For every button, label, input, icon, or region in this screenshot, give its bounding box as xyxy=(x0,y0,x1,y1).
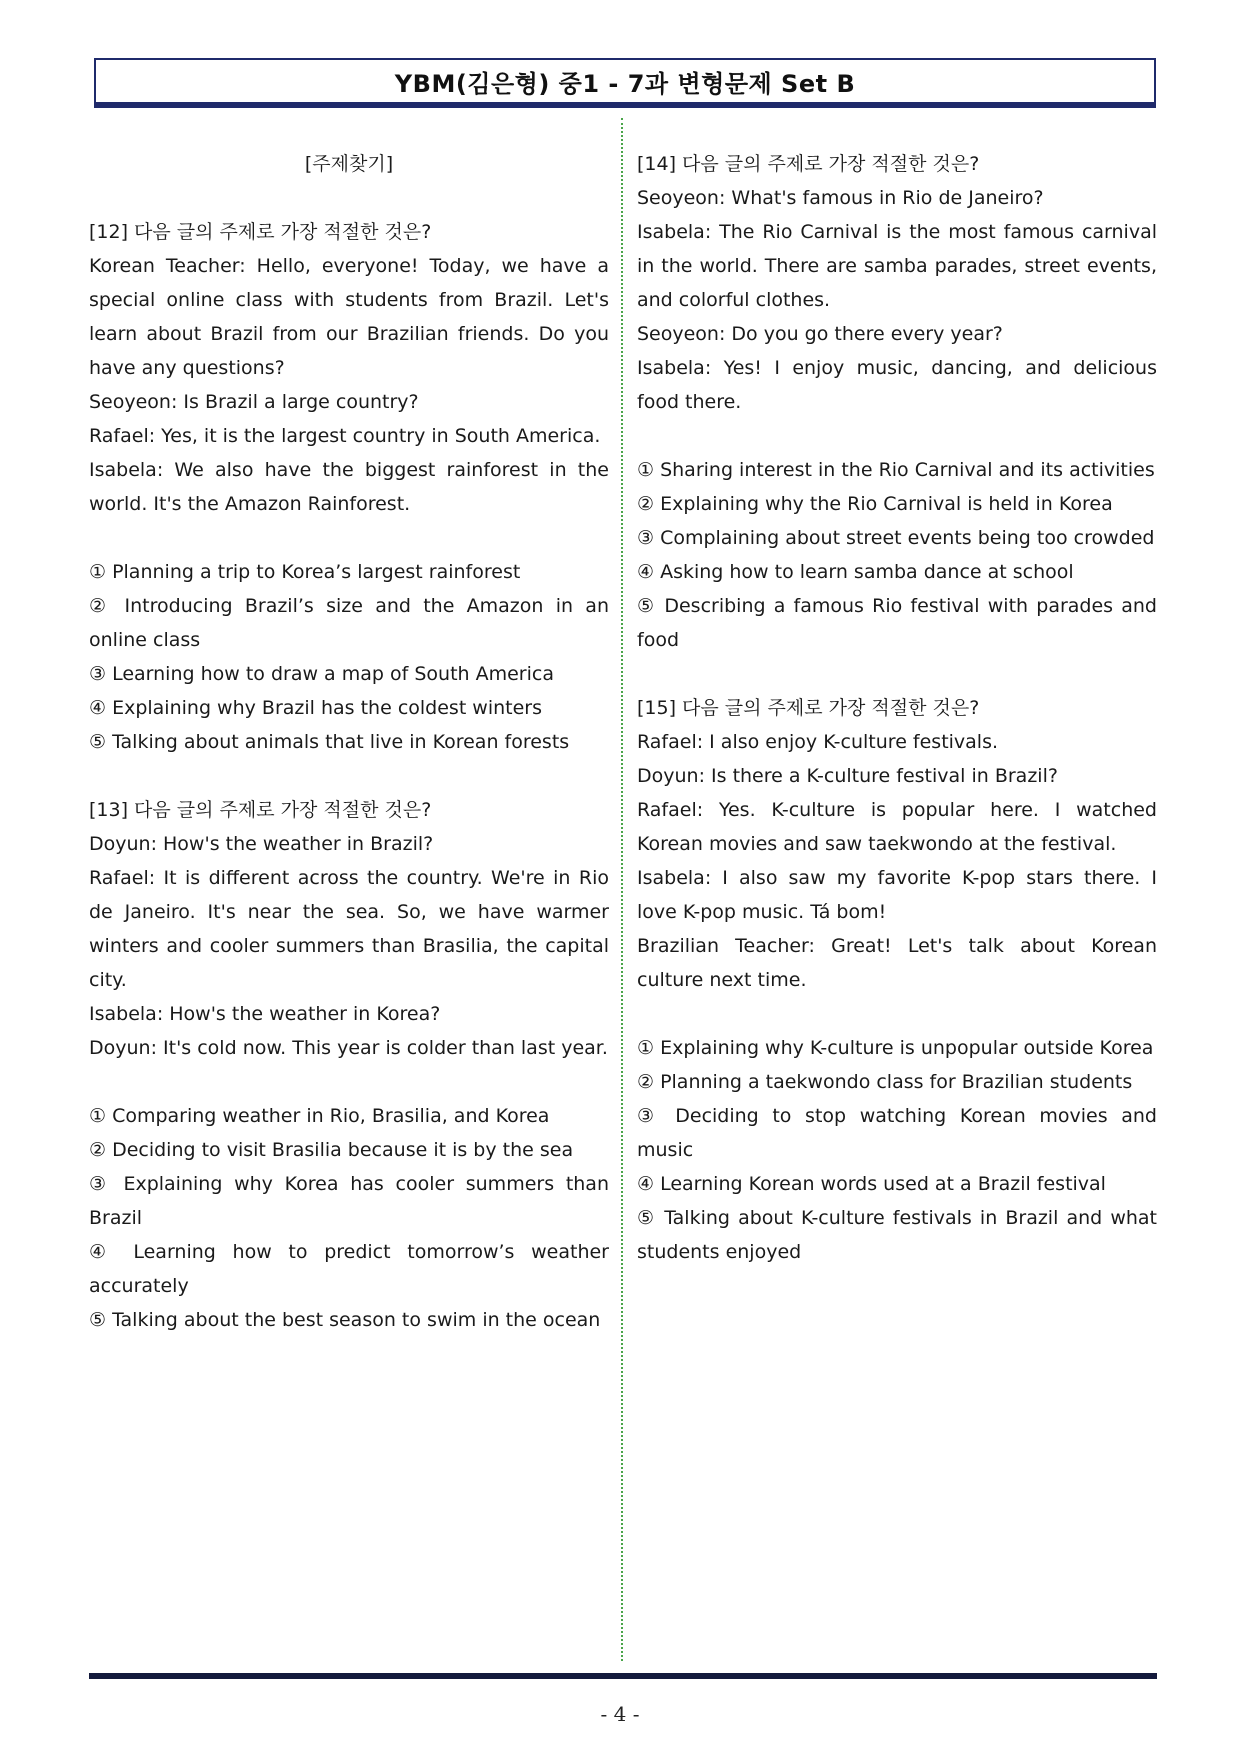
question-heading: [15] 다음 글의 주제로 가장 적절한 것은? xyxy=(637,697,980,719)
option: ③ Deciding to stop watching Korean movies and music xyxy=(637,1105,1157,1161)
dialogue-line: Doyun: Is there a K-culture festival in Brazil? xyxy=(637,765,1058,787)
question-12 xyxy=(89,215,609,759)
left-column xyxy=(89,147,609,1337)
question-13 xyxy=(89,793,609,1337)
column-divider xyxy=(621,118,623,1661)
option: ① Comparing weather in Rio, Brasilia, and Korea xyxy=(89,1105,550,1127)
spacer xyxy=(637,997,1157,1031)
question-14 xyxy=(637,147,1157,657)
option: ① Planning a trip to Korea’s largest rainforest xyxy=(89,561,521,583)
option: ③ Learning how to draw a map of South America xyxy=(89,663,554,685)
dialogue-line: Isabela: We also have the biggest rainforest in the world. It's the Amazon Rainforest. xyxy=(89,459,609,515)
dialogue-line: Seoyeon: What's famous in Rio de Janeiro? xyxy=(637,187,1044,209)
option: ② Introducing Brazil’s size and the Amazon in an online class xyxy=(89,595,609,651)
page-number: - 4 - xyxy=(600,1702,640,1726)
option: ④ Asking how to learn samba dance at school xyxy=(637,561,1074,583)
option: ⑤ Talking about the best season to swim in the ocean xyxy=(89,1309,601,1331)
option: ③ Complaining about street events being too crowded xyxy=(637,527,1155,549)
dialogue-line: Rafael: I also enjoy K-culture festivals. xyxy=(637,731,999,753)
dialogue-line: Isabela: Yes! I enjoy music, dancing, and delicious food there. xyxy=(637,357,1157,413)
dialogue-line: Isabela: The Rio Carnival is the most famous carnival in the world. There are samba parades, street events, and colorful clothes. xyxy=(637,221,1157,311)
dialogue-line: Seoyeon: Is Brazil a large country? xyxy=(89,391,419,413)
dialogue-line: Isabela: I also saw my favorite K-pop stars there. I love K-pop music. Tá bom! xyxy=(637,867,1157,923)
spacer xyxy=(89,1065,609,1099)
dialogue-line: Doyun: How's the weather in Brazil? xyxy=(89,833,434,855)
dialogue-line: Rafael: Yes, it is the largest country in South America. xyxy=(89,425,601,447)
dialogue-line: Brazilian Teacher: Great! Let's talk about Korean culture next time. xyxy=(637,935,1157,991)
option: ④ Learning Korean words used at a Brazil festival xyxy=(637,1173,1106,1195)
dialogue-line: Rafael: Yes. K-culture is popular here. I watched Korean movies and saw taekwondo at the festival. xyxy=(637,799,1157,855)
option: ② Planning a taekwondo class for Brazilian students xyxy=(637,1071,1133,1093)
option: ③ Explaining why Korea has cooler summers than Brazil xyxy=(89,1173,609,1229)
question-heading: [13] 다음 글의 주제로 가장 적절한 것은? xyxy=(89,799,432,821)
option: ⑤ Talking about animals that live in Korean forests xyxy=(89,731,570,753)
page-title: YBM(김은형) 중1 - 7과 변형문제 Set B xyxy=(394,69,856,98)
dialogue-line: Rafael: It is different across the country. We're in Rio de Janeiro. It's near the sea. So, we have warmer winters and cooler summers than Brasilia, the capital city. xyxy=(89,867,609,991)
option: ② Deciding to visit Brasilia because it is by the sea xyxy=(89,1139,574,1161)
question-heading: [14] 다음 글의 주제로 가장 적절한 것은? xyxy=(637,153,980,175)
option: ⑤ Describing a famous Rio festival with parades and food xyxy=(637,595,1157,651)
dialogue-line: Doyun: It's cold now. This year is colder than last year. xyxy=(89,1037,608,1059)
section-label: [주제찾기] xyxy=(304,153,394,175)
option: ① Explaining why K-culture is unpopular outside Korea xyxy=(637,1037,1154,1059)
spacer xyxy=(89,759,609,793)
question-15 xyxy=(637,691,1157,1269)
option: ② Explaining why the Rio Carnival is held in Korea xyxy=(637,493,1113,515)
dialogue-line: Seoyeon: Do you go there every year? xyxy=(637,323,1003,345)
option: ⑤ Talking about K-culture festivals in Brazil and what students enjoyed xyxy=(637,1207,1157,1263)
title-box xyxy=(94,58,1156,104)
option: ① Sharing interest in the Rio Carnival and its activities xyxy=(637,459,1155,481)
spacer xyxy=(89,181,609,215)
question-heading: [12] 다음 글의 주제로 가장 적절한 것은? xyxy=(89,221,432,243)
spacer xyxy=(637,657,1157,691)
option: ④ Explaining why Brazil has the coldest winters xyxy=(89,697,543,719)
spacer xyxy=(637,419,1157,453)
right-column xyxy=(637,147,1157,1269)
spacer xyxy=(89,521,609,555)
dialogue-line: Isabela: How's the weather in Korea? xyxy=(89,1003,441,1025)
footer-rule xyxy=(89,1673,1157,1679)
dialogue-line: Korean Teacher: Hello, everyone! Today, we have a special online class with students from Brazil. Let's learn about Brazil from our Brazilian friends. Do you have any questions? xyxy=(89,255,609,379)
option: ④ Learning how to predict tomorrow’s weather accurately xyxy=(89,1241,609,1297)
